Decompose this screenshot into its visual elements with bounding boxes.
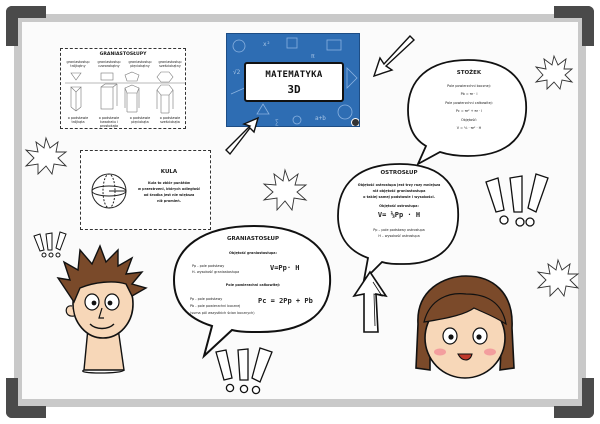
logo-dot [351,118,360,127]
ostroslup-formula: V= ⅓Pp · H [377,211,421,219]
stozek-line-3: Pole powierzchni całkowitej: [445,101,493,105]
col-label-3: graniastosłup pięciokątny [128,60,152,68]
girl-character [410,272,520,388]
frame-corner-top-right [554,6,594,46]
starburst-decoration [534,54,574,92]
starburst-decoration [262,168,308,212]
stozek-line-2: Pb = πr · l [460,92,478,96]
stozek-line-5: Objętość: [460,118,478,122]
stozek-line-1: Pole powierzchni bocznej: [447,84,491,88]
graniastoslup-bubble [170,222,336,362]
title-main: MATEMATYKA [265,70,323,80]
prisms-drawing [61,69,185,115]
kula-text-4: niż promień. [157,199,181,203]
sphere-drawing [89,171,129,211]
graniastoslup-formula-1: V=Pp· H [270,264,300,272]
arrow-to-title-icon [218,110,266,158]
graniastoslup-legend2-c: (suma pól wszystkich ścian bocznych) [190,311,255,315]
graniastoslup-legend2-b: Pb - pole powierzchni bocznej [190,304,241,308]
ostroslup-legend-2: H – wysokość ostrosłupa [378,234,420,238]
ostroslup-legend-1: Pp – pole podstawy ostrosłupa [373,228,425,232]
bottom-label-3: o podstawie pięciokąta [129,116,151,124]
svg-text:x²: x² [263,41,271,48]
frame-corner-top-left [6,6,46,46]
ostroslup-line-3: o takiej samej podstawie i wysokości. [363,195,435,199]
graniastoslup-legend1-b: H- wysokość graniastosłupa [192,270,240,274]
starburst-decoration [536,258,580,298]
ostroslup-line-1: Objętość ostrosłupa jest trzy razy mniejsza [357,183,441,187]
bottom-label-2: o podstawie kwadratu i prostokąta [98,116,120,128]
graniastoslupy-heading: GRANIASTOSŁUPY [99,52,147,57]
title-label-box [244,62,344,102]
svg-text:a+b: a+b [315,115,326,122]
kula-text-3: od środka jest nie większa [143,193,195,197]
ostroslup-line-2: niż objętość graniastosłupa [372,189,426,193]
graniastoslup-formula-2: Pc = 2Pp + Pb [258,297,313,305]
ostroslup-heading: OSTROSŁUP [380,170,418,176]
stozek-line-6: V = ⅓ · πr² · H [456,126,482,130]
ostroslup-volume-label: Objętość ostrosłupa: [379,204,419,208]
kula-heading: KULA [160,169,178,175]
boy-character [54,244,152,384]
kula-card [80,150,211,230]
ostroslup-bubble [334,160,464,284]
starburst-decoration [24,136,68,176]
title-sub: 3D [287,83,301,96]
exclamation-marks-icon [212,346,284,398]
kula-text-1: Kula to zbiór punktów [147,181,191,185]
graniastoslup-legend1-a: Pp - pole podstawy [192,264,225,268]
frame-corner-bottom-left [6,378,46,418]
graniastoslup-legend2-a: Pp - pole podstawy [190,297,223,301]
exclamation-marks-icon [482,172,566,242]
col-label-4: graniastosłup sześciokątny [158,60,182,68]
col-label-1: graniastosłup trójkątny [66,60,90,68]
graniastoslupy-card [60,48,186,129]
stozek-heading: STOŻEK [456,70,482,76]
svg-text:∑: ∑ [275,119,279,126]
graniastoslup-heading: GRANIASTOSŁUP [226,236,280,242]
graniastoslup-volume-label: Objętość graniastosłupa: [229,251,277,255]
bottom-label-1: o podstawie trójkąta [67,116,89,124]
bottom-label-4: o podstawie sześciokąta [159,116,181,124]
svg-text:√2: √2 [233,69,241,76]
frame-corner-bottom-right [554,378,594,418]
svg-text:π: π [311,53,315,60]
col-label-2: graniastosłup czworokątny [97,60,121,68]
kula-text-2: w przestrzeni, których odległość [137,187,201,191]
arrow-up-icon [350,268,390,336]
stozek-line-4: Pc = πr² + πr · l [455,109,483,113]
graniastoslup-area-label: Pole powierzchni całkowitej: [225,283,281,287]
